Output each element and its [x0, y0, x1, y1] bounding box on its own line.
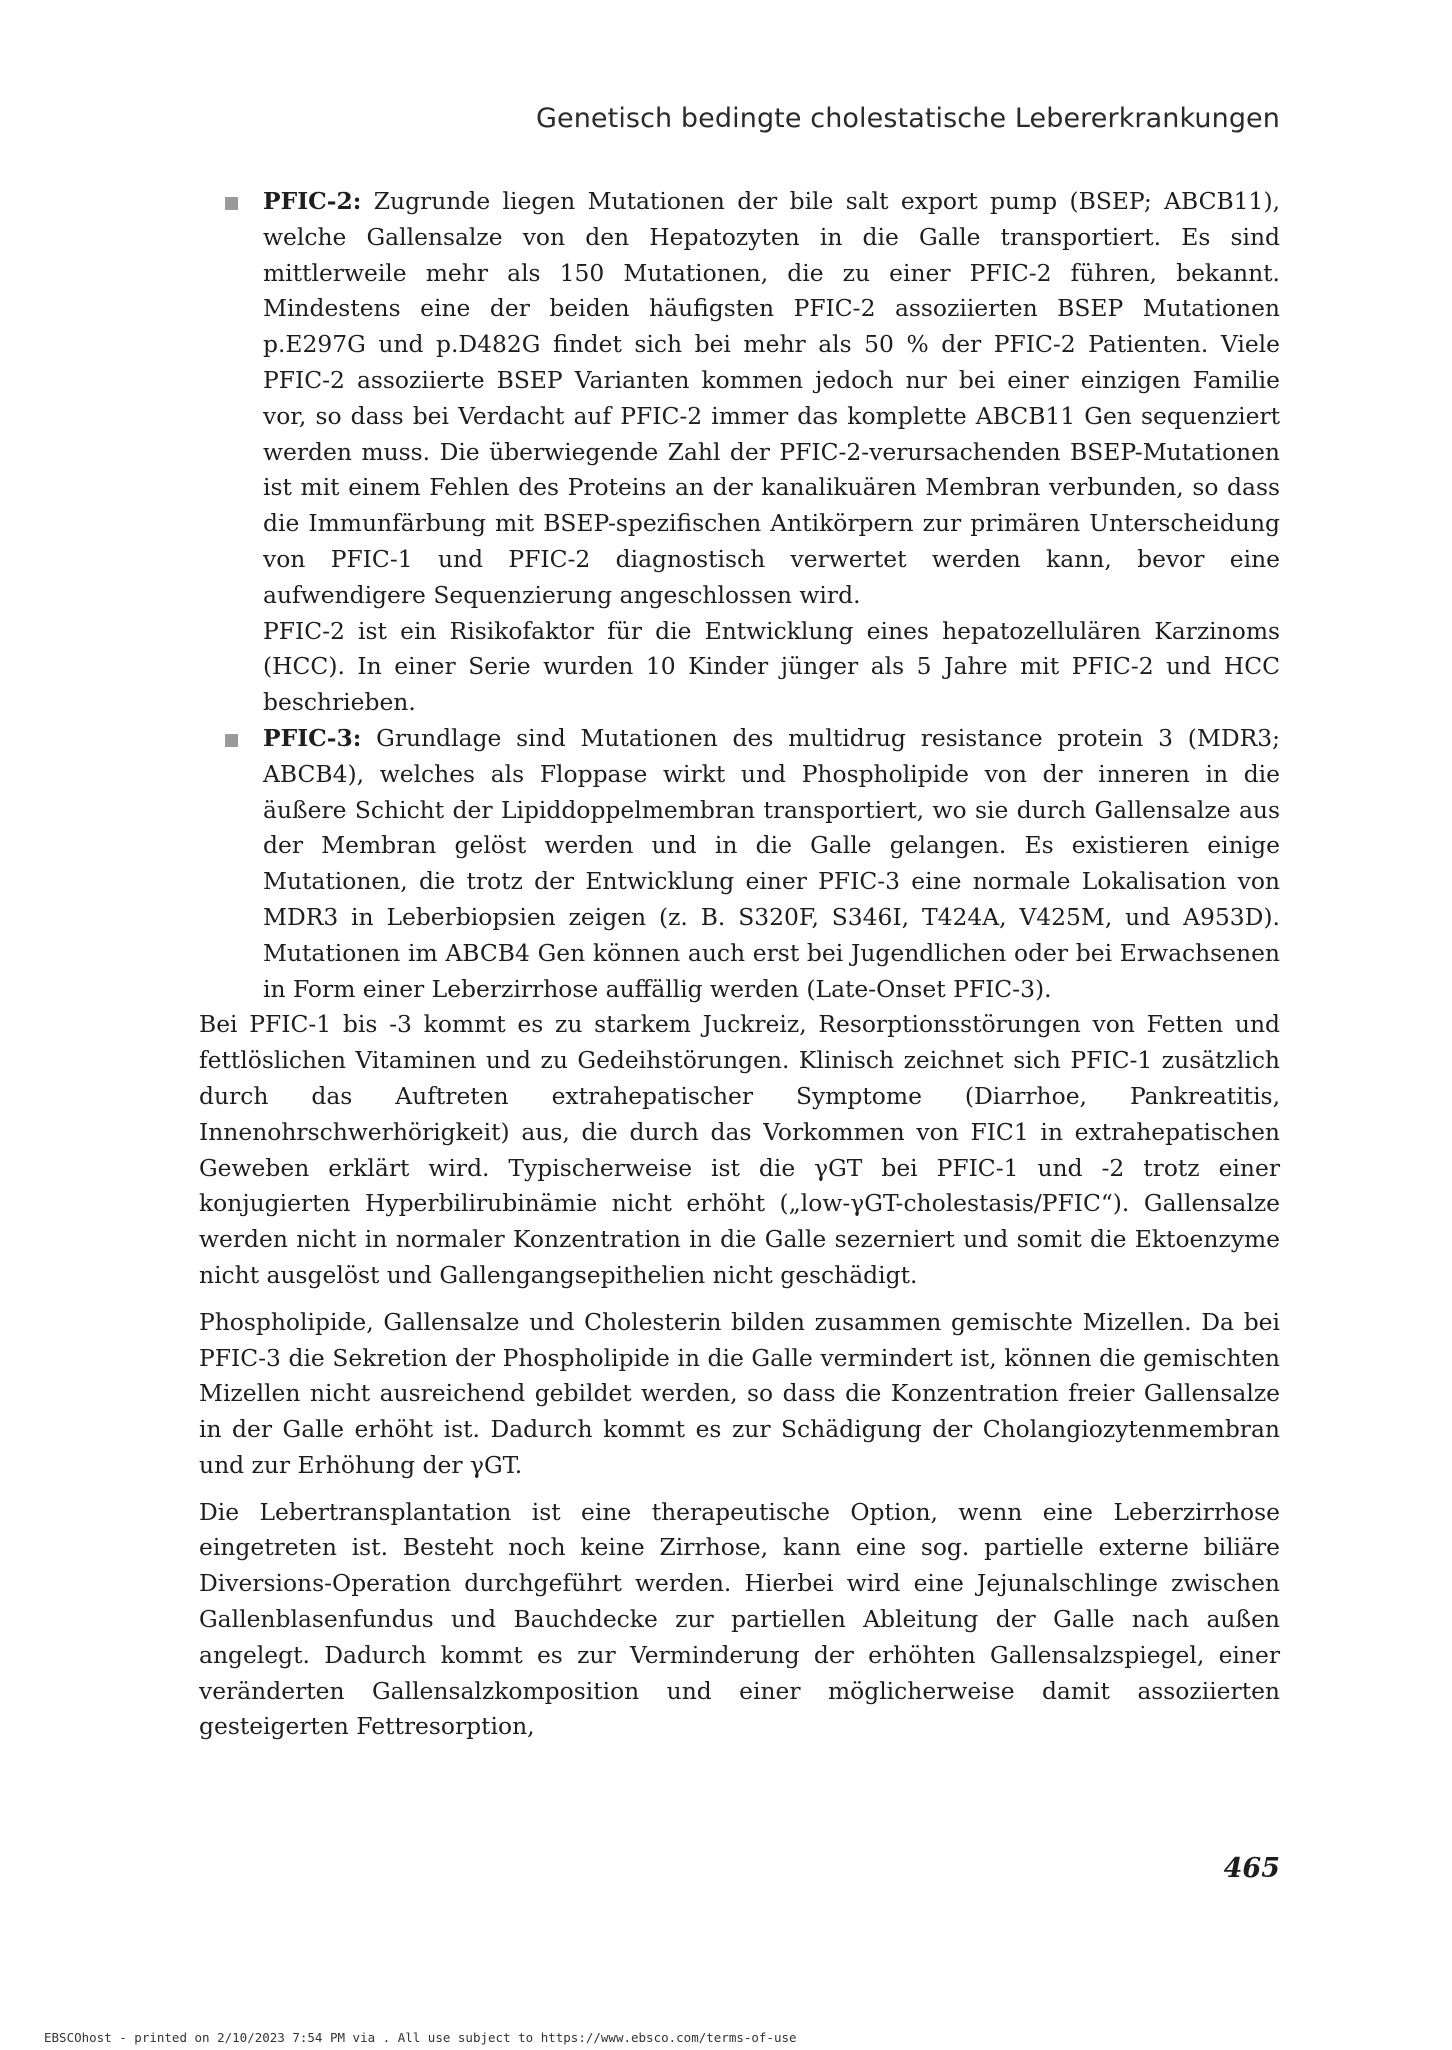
bullet-list — [199, 184, 1280, 1007]
list-item-text: Grundlage sind Mutationen des multidrug resistance protein 3 (MDR3; ABCB4), welches als Floppase wirkt und Phospholipide von der inneren in die äußere Schicht der Lipiddoppelmembran transportiert, wo sie durch Gallensalze aus der Membran gelöst werden und in die Galle gelangen. Es existieren einige Mutationen, die trotz der Entwicklung einer PFIC-3 eine normale Lokalisation von MDR3 in Leberbiopsien zeigen (z. B. S320F, S346I, T424A, V425M, und A953D). Mutationen im ABCB4 Gen können auch erst bei Jugendlichen oder bei Erwachsenen in Form einer Leberzirrhose auffällig werden (Late-Onset PFIC-3). — [263, 723, 1280, 1003]
running-header: Genetisch bedingte cholestatische Lebererkrankungen — [535, 103, 1280, 134]
list-item-pfic-2 — [199, 184, 1280, 721]
page-number: 465 — [1223, 1853, 1280, 1884]
square-bullet-icon — [225, 734, 238, 747]
list-item-term: PFIC-2: — [263, 187, 362, 215]
list-item-paragraph: PFIC-2 ist ein Risikofaktor für die Entwicklung eines hepatozellulären Karzinoms (HCC). In einer Serie wurden 10 Kinder jünger als 5 Jahre mit PFIC-2 und HCC beschrieben. — [263, 616, 1280, 717]
list-item-paragraph — [263, 721, 1280, 1007]
body-text — [199, 184, 1280, 1745]
ebsco-footer-notice: EBSCOhost - printed on 2/10/2023 7:54 PM via . All use subject to https://www.ebsco.com/terms-of-use — [44, 2030, 797, 2045]
body-paragraph: Phospholipide, Gallensalze und Cholesterin bilden zusammen gemischte Mizellen. Da bei PFIC-3 die Sekretion der Phospholipide in die Galle vermindert ist, können die gemischten Mizellen nicht ausreichend gebildet werden, so dass die Konzentration freier Gallensalze in der Galle erhöht ist. Dadurch kommt es zur Schädigung der Cholangiozytenmembran und zur Erhöhung der γGT. — [199, 1307, 1280, 1479]
list-item-term: PFIC-3: — [263, 723, 362, 752]
list-item-pfic-3 — [199, 721, 1280, 1007]
body-paragraph: Die Lebertransplantation ist eine therapeutische Option, wenn eine Leberzirrhose eingetreten ist. Besteht noch keine Zirrhose, kann eine sog. partielle externe biliäre Diversions-Operation durchgeführt werden. Hierbei wird eine Jejunalschlinge zwischen Gallenblasenfundus und Bauchdecke zur partiellen Ableitung der Galle nach außen angelegt. Dadurch kommt es zur Verminderung der erhöhten Gallensalzspiegel, einer veränderten Gallensalzkomposition und einer möglicherweise damit assoziierten gesteigerten Fettresorption, — [199, 1497, 1280, 1741]
square-bullet-icon — [225, 197, 238, 210]
list-item-text: Zugrunde liegen Mutationen der bile salt export pump (BSEP; ABCB11), welche Gallensalze von den Hepatozyten in die Galle transportiert. Es sind mittlerweile mehr als 150 Mutationen, die zu einer PFIC-2 führen, bekannt. Mindestens eine der beiden häufigsten PFIC-2 assoziierten BSEP Mutationen p.E297G und p.D482G findet sich bei mehr als 50 % der PFIC-2 Patienten. Viele PFIC-2 assoziierte BSEP Varianten kommen jedoch nur bei einer einzigen Familie vor, so dass bei Verdacht auf PFIC-2 immer das komplette ABCB11 Gen sequenziert werden muss. Die überwiegende Zahl der PFIC-2-verursachenden BSEP-Mutationen ist mit einem Fehlen des Proteins an der kanalikuären Membran verbunden, so dass die Immunfärbung mit BSEP-spezifischen Antikörpern zur primären Unterscheidung von PFIC-1 und PFIC-2 diagnostisch verwertet werden kann, bevor eine aufwendigere Sequenzierung angeschlossen wird. — [263, 187, 1281, 609]
body-paragraph: Bei PFIC-1 bis -3 kommt es zu starkem Juckreiz, Resorptionsstörungen von Fetten und fettlöslichen Vitaminen und zu Gedeihstörungen. Klinisch zeichnet sich PFIC-1 zusätzlich durch das Auftreten extrahepatischer Symptome (Diarrhoe, Pankreatitis, Innenohrschwerhörigkeit) aus, die durch das Vorkommen von FIC1 in extrahepatischen Geweben erklärt wird. Typischerweise ist die γGT bei PFIC-1 und -2 trotz einer konjugierten Hyperbilirubinämie nicht erhöht („low-γGT-cholestasis/PFIC“). Gallensalze werden nicht in normaler Konzentration in die Galle sezerniert und somit die Ektoenzyme nicht ausgelöst und Gallengangsepithelien nicht geschädigt. — [199, 1010, 1280, 1289]
list-item-paragraph — [263, 184, 1280, 614]
